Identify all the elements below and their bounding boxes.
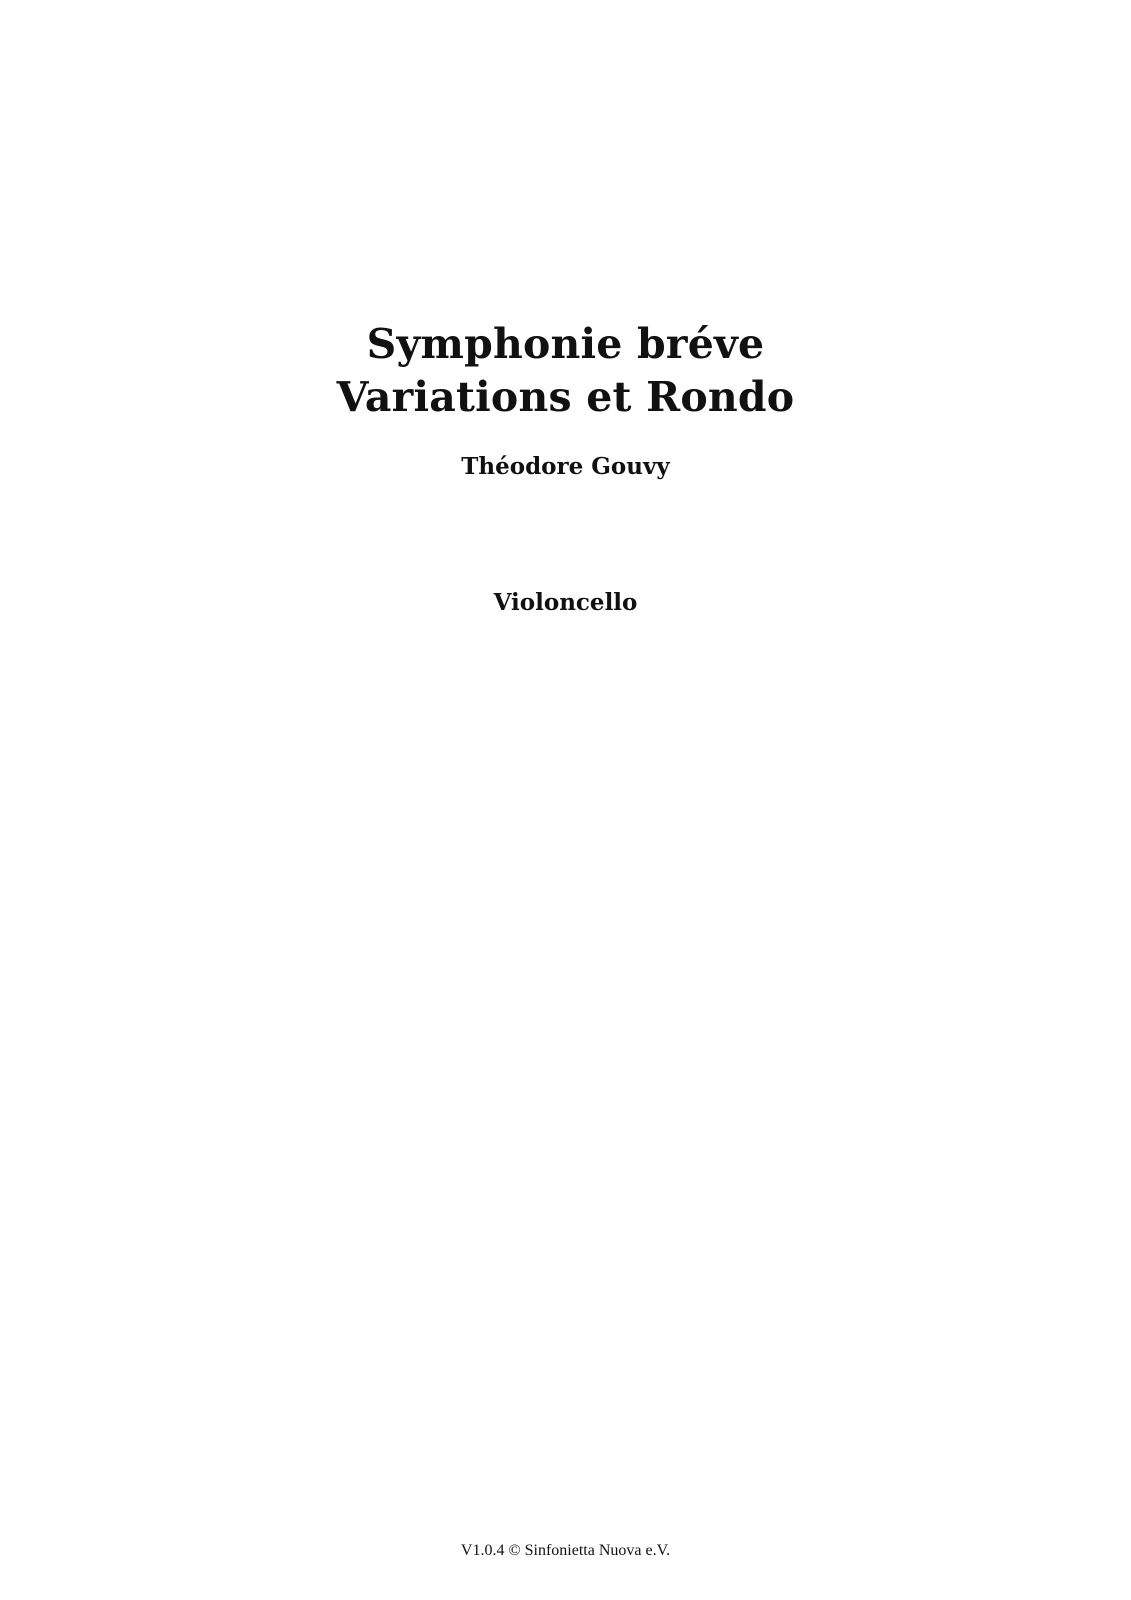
title-block — [0, 318, 1131, 424]
version-copyright-footer: V1.0.4 © Sinfonietta Nuova e.V. — [460, 1542, 671, 1559]
title-line-1: Symphonie bréve — [366, 320, 765, 368]
title-line-2: Variations et Rondo — [336, 373, 795, 421]
instrument-part-label: Violoncello — [493, 589, 638, 616]
composer-name: Théodore Gouvy — [461, 453, 670, 480]
